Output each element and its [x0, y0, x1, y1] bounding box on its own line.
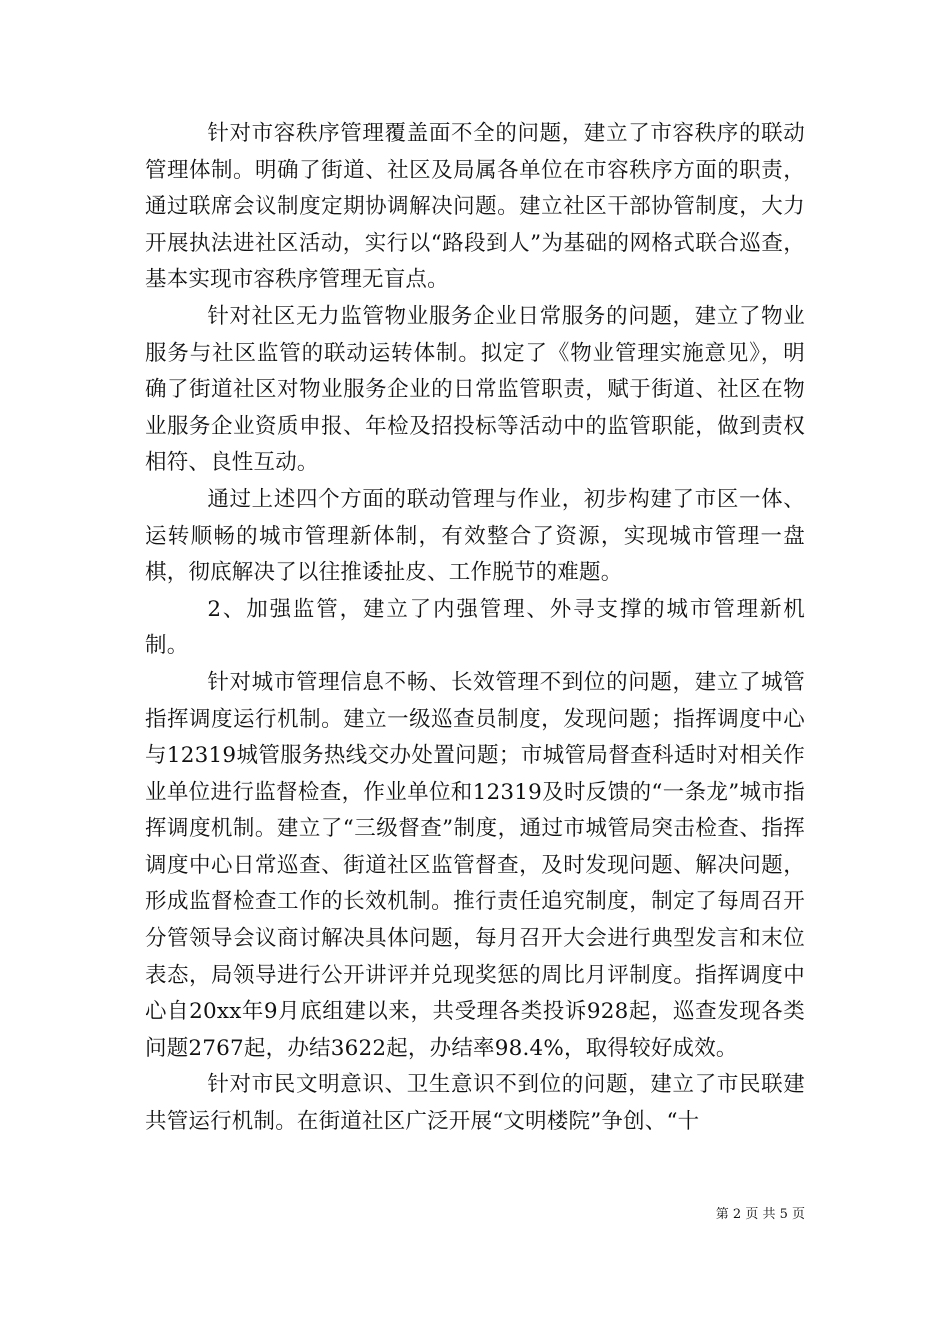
paragraph-city-order: 针对市容秩序管理覆盖面不全的问题，建立了市容秩序的联动管理体制。明确了街道、社区及局属各单位在市容秩序方面的职责，通过联席会议制度定期协调解决问题。建立社区干部协管制度，大力开展执法进社区活动，实行以“路段到人”为基础的网格式联合巡查，基本实现市容秩序管理无盲点。: [145, 121, 805, 293]
paragraph-dispatch-mechanism: 针对城市管理信息不畅、长效管理不到位的问题，建立了城管指挥调度运行机制。建立一级巡查员制度，发现问题；指挥调度中心与12319城管服务热线交办处置问题；市城管局督查科适时对相关作业单位进行监督检查，作业单位和12319及时反馈的“一条龙”城市指挥调度机制。建立了“三级督查”制度，通过市城管局突击检查、指挥调度中心日常巡查、街道社区监管督查，及时发现问题、解决问题，形成监督检查工作的长效机制。推行责任追究制度，制定了每周召开分管领导会议商讨解决具体问题，每月召开大会进行典型发言和末位表态，局领导进行公开讲评并兑现奖惩的周比月评制度。指挥调度中心自20xx年9月底组建以来，共受理各类投诉928起，巡查发现各类问题2767起，办结3622起，办结率98.4%，取得较好成效。: [145, 669, 805, 1061]
paragraph-citizen-mechanism: 针对市民文明意识、卫生意识不到位的问题，建立了市民联建共管运行机制。在街道社区广泛开展“文明楼院”争创、“十: [145, 1072, 805, 1135]
paragraph-property-service: 针对社区无力监管物业服务企业日常服务的问题，建立了物业服务与社区监管的联动运转体制。拟定了《物业管理实施意见》，明确了街道社区对物业服务企业的日常监管职责，赋于街道、社区在物业服务企业资质申报、年检及招投标等活动中的监管职能，做到责权相符、良性互动。: [145, 303, 805, 476]
paragraph-section-heading: 2、加强监管，建立了内强管理、外寻支撑的城市管理新机制。: [145, 596, 805, 659]
page-number-footer: 第 2 页 共 5 页: [715, 1207, 805, 1222]
document-body: [145, 116, 805, 1141]
paragraph-summary: 通过上述四个方面的联动管理与作业，初步构建了市区一体、运转顺畅的城市管理新体制，有效整合了资源，实现城市管理一盘棋，彻底解决了以往推诿扯皮、工作脱节的难题。: [145, 486, 805, 586]
